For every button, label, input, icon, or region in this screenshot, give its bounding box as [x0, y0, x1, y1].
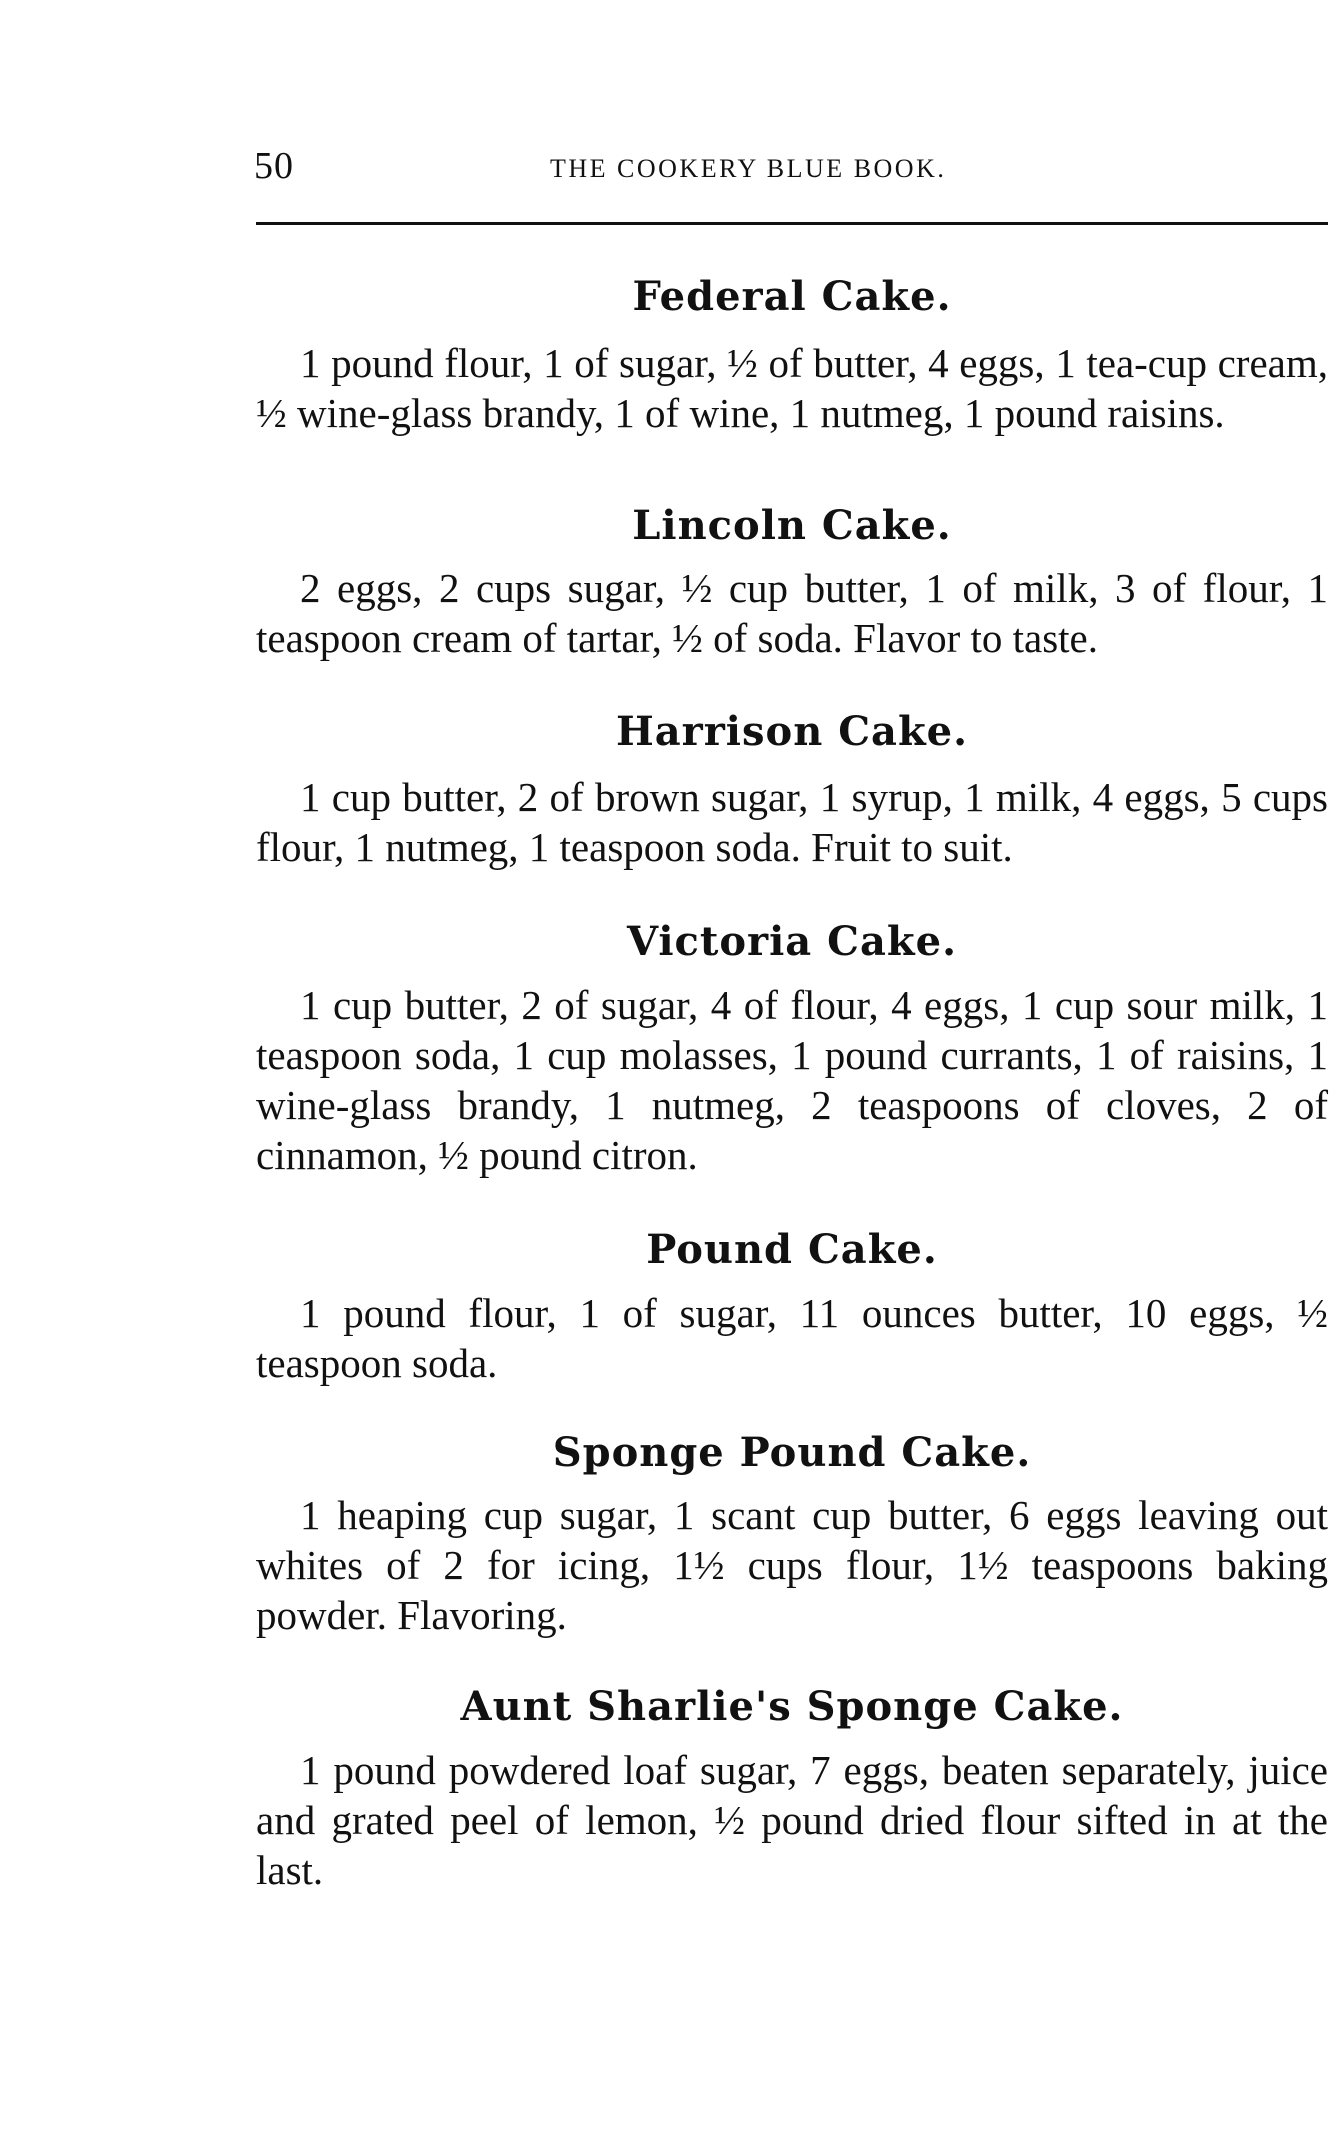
recipe-title-harrison-cake: Harrison Cake. [615, 708, 969, 755]
recipe-body-victoria-cake: 1 cup butter, 2 of sugar, 4 of flour, 4 eggs, 1 cup sour milk, 1 teaspoon soda, 1 cup molasses, 1 pound currants, 1 of raisins, 1 wine-glass brandy, 1 nutmeg, 2 teaspoons of cloves, 2 of cinnamon, ½ pound citron. [256, 982, 1328, 1178]
header-rule [256, 222, 1328, 225]
recipe-title-lincoln-cake: Lincoln Cake. [632, 502, 952, 549]
page-number: 50 [254, 145, 294, 187]
recipe-body-lincoln-cake: 2 eggs, 2 cups sugar, ½ cup butter, 1 of milk, 3 of flour, 1 teaspoon cream of tartar, ½ of soda. Flavor to taste. [256, 565, 1328, 661]
recipe-body-harrison-cake: 1 cup butter, 2 of brown sugar, 1 syrup, 1 milk, 4 eggs, 5 cups flour, 1 nutmeg, 1 teaspoon soda. Fruit to suit. [256, 774, 1328, 870]
recipe-title-pound-cake: Pound Cake. [646, 1226, 938, 1273]
running-head: THE COOKERY BLUE BOOK. [550, 154, 947, 183]
recipe-title-sponge-pound-cake: Sponge Pound Cake. [552, 1429, 1032, 1476]
recipe-title-aunt-sharlies-sponge-cake: Aunt Sharlie's Sponge Cake. [460, 1683, 1124, 1730]
recipe-body-federal-cake: 1 pound flour, 1 of sugar, ½ of butter, 4 eggs, 1 tea-cup cream, ½ wine-glass brandy, 1 of wine, 1 nutmeg, 1 pound raisins. [256, 340, 1328, 436]
recipe-body-aunt-sharlies-sponge-cake: 1 pound powdered loaf sugar, 7 eggs, beaten separately, juice and grated peel of lemon, ½ pound dried flour sifted in at the last. [256, 1747, 1328, 1893]
recipe-title-victoria-cake: Victoria Cake. [627, 918, 957, 965]
recipe-title-federal-cake: Federal Cake. [632, 273, 952, 320]
recipe-body-pound-cake: 1 pound flour, 1 of sugar, 11 ounces butter, 10 eggs, ½ teaspoon soda. [256, 1290, 1328, 1386]
recipe-body-sponge-pound-cake: 1 heaping cup sugar, 1 scant cup butter, 6 eggs leaving out whites of 2 for icing, 1½ cups flour, 1½ teaspoons baking powder. Flavoring. [256, 1492, 1328, 1638]
